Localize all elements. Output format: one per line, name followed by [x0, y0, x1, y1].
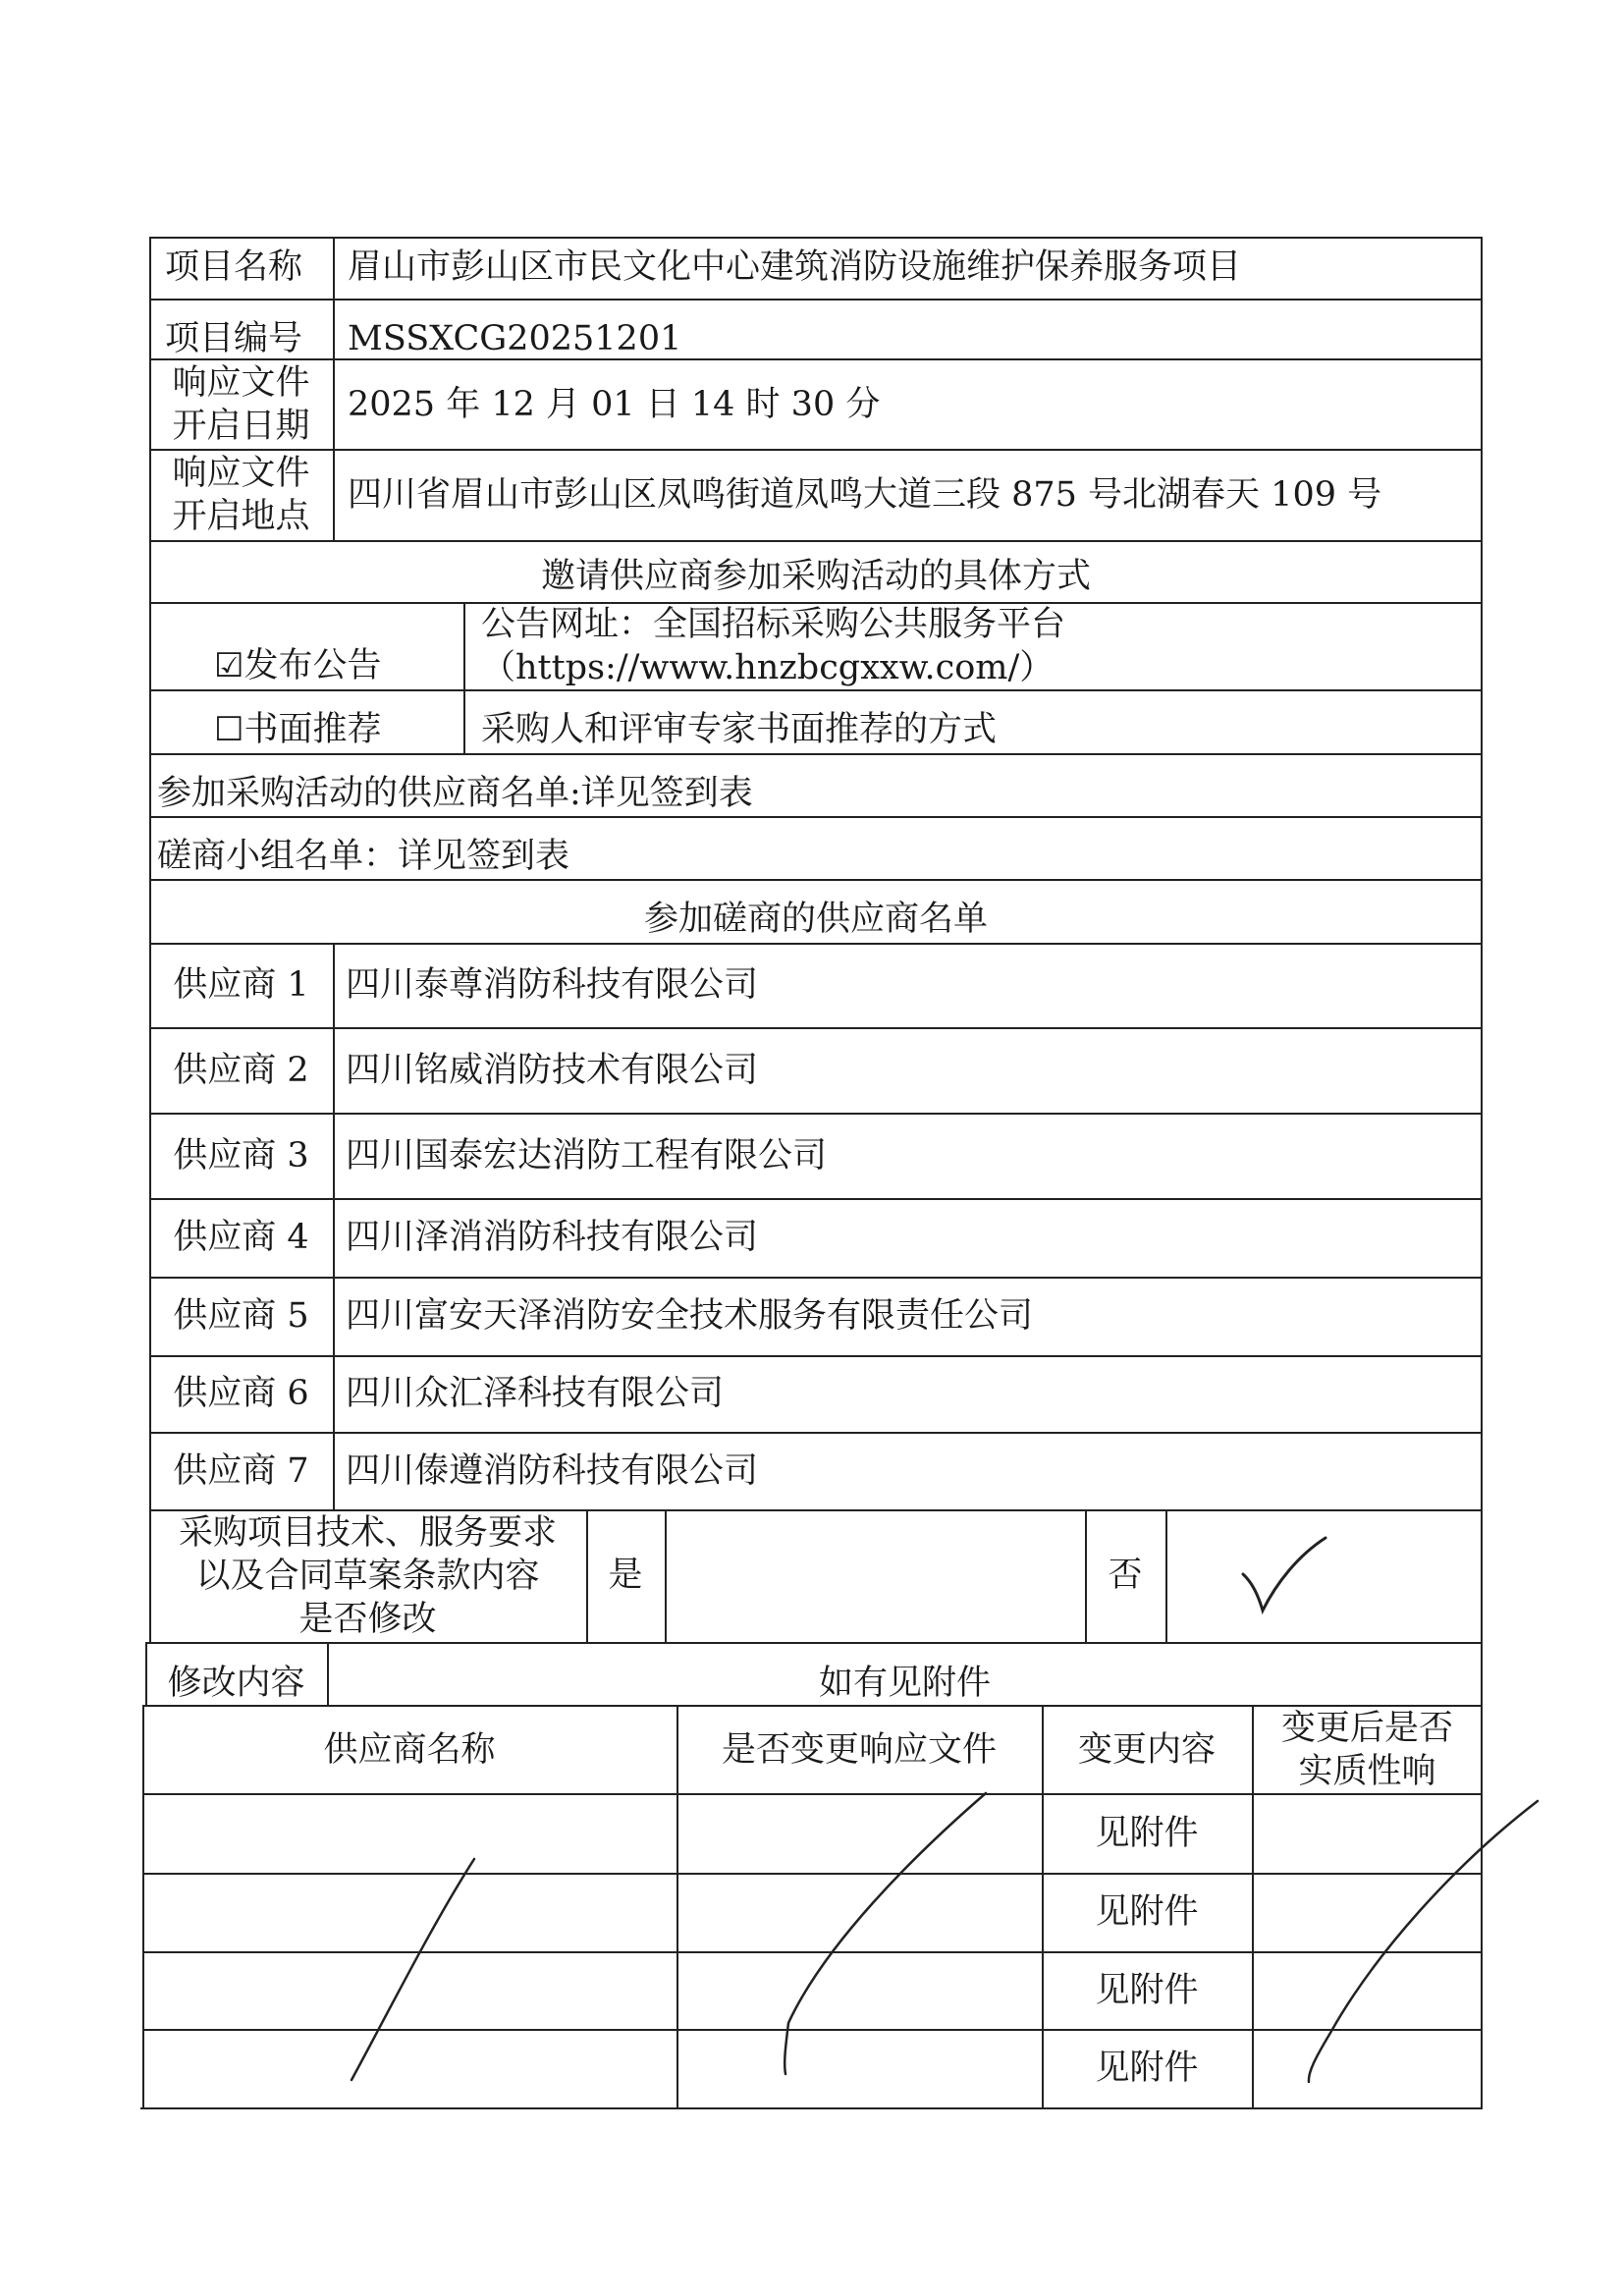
project-name-label: 项目名称: [165, 247, 303, 287]
supplier-label: 供应商 2: [173, 1051, 309, 1090]
no-label: 否: [1108, 1556, 1143, 1595]
supplier-name: 四川国泰宏达消防工程有限公司: [346, 1136, 828, 1175]
project-number-label: 项目编号: [165, 319, 303, 358]
changes-header-supplier: 供应商名称: [323, 1730, 496, 1770]
checked-box-icon: ☑: [214, 646, 244, 685]
announce-label: 发布公告: [243, 646, 382, 685]
panel-note: 磋商小组名单：详见签到表: [157, 837, 570, 876]
open-date-value: 2025 年 12 月 01 日 14 时 30 分: [348, 385, 881, 424]
supplier-label: 供应商 5: [173, 1296, 309, 1336]
changes-header-changed: 是否变更响应文件: [721, 1730, 997, 1770]
supplier-name: 四川铭威消防技术有限公司: [346, 1051, 759, 1090]
handwritten-strike-icon: [352, 1859, 474, 2080]
supplier-list-note: 参加采购活动的供应商名单:详见签到表: [157, 774, 753, 813]
changes-row-content: 见附件: [1095, 2049, 1199, 2088]
supplier-name: 四川泽消消防科技有限公司: [346, 1218, 759, 1257]
handwritten-strike-icon: [1309, 1801, 1538, 2082]
project-number-value: MSSXCG20251201: [348, 319, 682, 358]
label-line: 开启日期: [172, 407, 310, 446]
supplier-name: 四川富安天泽消防安全技术服务有限责任公司: [346, 1296, 1034, 1336]
announce-detail-line2: （https://www.hnzbcgxxw.com/）: [481, 648, 1055, 687]
supplier-name: 四川泰尊消防科技有限公司: [346, 965, 759, 1005]
label-line: 响应文件: [172, 454, 310, 493]
supplier-label: 供应商 7: [173, 1451, 309, 1491]
question-line: 采购项目技术、服务要求: [178, 1513, 557, 1553]
unchecked-box-icon: ☐: [214, 710, 244, 749]
supplier-label: 供应商 6: [173, 1374, 309, 1413]
recommend-label: 书面推荐: [243, 710, 382, 749]
label-line: 开启地点: [172, 497, 310, 536]
yes-label: 是: [608, 1556, 643, 1595]
header-line: 实质性响: [1298, 1752, 1436, 1791]
suppliers-title: 参加磋商的供应商名单: [643, 900, 988, 939]
handwritten-checkmark-icon: [1243, 1538, 1325, 1611]
modification-content-value: 如有见附件: [818, 1664, 991, 1703]
recommend-detail: 采购人和评审专家书面推荐的方式: [481, 710, 998, 749]
invite-title: 邀请供应商参加采购活动的具体方式: [540, 557, 1091, 596]
question-line: 以及合同草案条款内容: [195, 1557, 540, 1596]
supplier-name: 四川众汇泽科技有限公司: [346, 1374, 725, 1413]
label-line: 响应文件: [172, 363, 310, 403]
supplier-label: 供应商 3: [173, 1136, 309, 1175]
changes-header-content: 变更内容: [1077, 1730, 1216, 1770]
question-line: 是否修改: [298, 1600, 437, 1639]
header-line: 变更后是否: [1280, 1709, 1453, 1748]
changes-row-content: 见附件: [1095, 1814, 1199, 1853]
announce-detail-line1: 公告网址：全国招标采购公共服务平台: [481, 605, 1066, 644]
changes-row-content: 见附件: [1095, 1971, 1199, 2010]
open-place-value: 四川省眉山市彭山区凤鸣街道凤鸣大道三段 875 号北湖春天 109 号: [348, 475, 1382, 515]
supplier-name: 四川傣遵消防科技有限公司: [346, 1451, 759, 1491]
project-name-value: 眉山市彭山区市民文化中心建筑消防设施维护保养服务项目: [348, 247, 1242, 287]
changes-row-content: 见附件: [1095, 1892, 1199, 1932]
handwritten-strike-icon: [784, 1793, 986, 2074]
modification-content-label: 修改内容: [167, 1664, 305, 1703]
supplier-label: 供应商 4: [173, 1218, 309, 1257]
supplier-label: 供应商 1: [173, 965, 309, 1005]
